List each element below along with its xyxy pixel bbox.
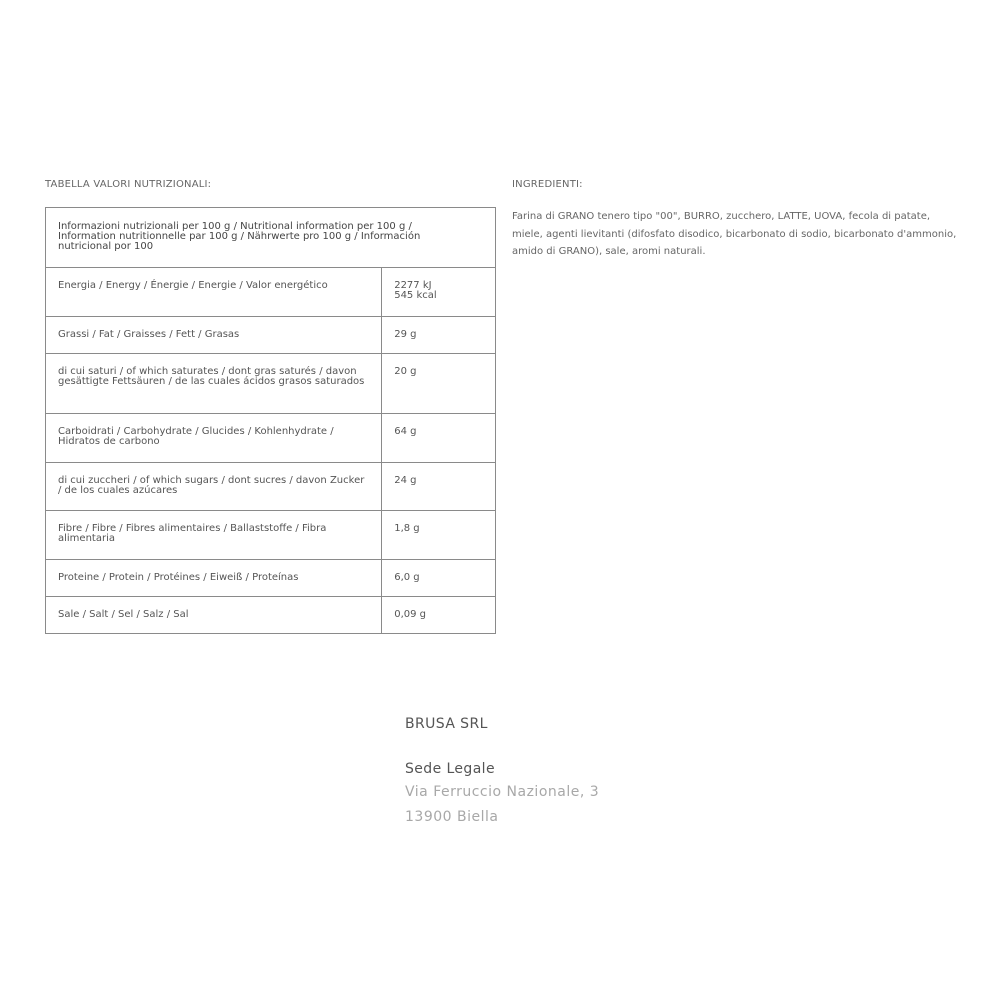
nutrient-value-energy: 2277 kJ 545 kcal xyxy=(382,268,496,317)
nutrient-label-sugars: di cui zuccheri / of which sugars / dont sucres / davon Zucker / de los cuales azúcares xyxy=(46,463,382,511)
table-row xyxy=(46,414,496,463)
nutrient-value-protein: 6,0 g xyxy=(382,560,496,597)
company-info xyxy=(405,714,599,830)
nutrient-value-fat: 29 g xyxy=(382,317,496,354)
nutrient-label-protein: Proteine / Protein / Protéines / Eiweiß / Proteínas xyxy=(46,560,382,597)
company-name: BRUSA SRL xyxy=(405,716,488,732)
nutrient-label-saturates: di cui saturi / of which saturates / dont gras saturés / davon gesättigte Fettsäuren / de las cuales ácidos grasos saturados xyxy=(46,354,382,414)
ingredients-text: Farina di GRANO tenero tipo "00", BURRO, zucchero, LATTE, UOVA, fecola di patate, miele, agenti lievitanti (difosfato disodico, bicarbonato di sodio, bicarbonato d'ammonio, amido di GRANO), sale, aromi naturali. xyxy=(512,211,957,257)
table-row xyxy=(46,560,496,597)
table-row xyxy=(46,597,496,634)
table-row xyxy=(46,511,496,560)
nutrient-label-salt: Sale / Salt / Sel / Salz / Sal xyxy=(46,597,382,634)
nutrient-label-fibre: Fibre / Fibre / Fibres alimentaires / Ballaststoffe / Fibra alimentaria xyxy=(46,511,382,560)
nutrient-value-fibre: 1,8 g xyxy=(382,511,496,560)
nutrient-value-carbohydrate: 64 g xyxy=(382,414,496,463)
registered-office-label: Sede Legale xyxy=(405,761,495,777)
table-row xyxy=(46,463,496,511)
nutrient-value-sugars: 24 g xyxy=(382,463,496,511)
table-row xyxy=(46,268,496,317)
nutrient-value-saturates: 20 g xyxy=(382,354,496,414)
nutrition-table-header: Informazioni nutrizionali per 100 g / Nutritional information per 100 g / Information nutritionnelle par 100 g / Nährwerte pro 100 g / Información nutricional por 100 xyxy=(46,208,496,268)
nutrition-table-heading: TABELLA VALORI NUTRIZIONALI: xyxy=(45,179,212,190)
nutrient-label-carbohydrate: Carboidrati / Carbohydrate / Glucides / Kohlenhydrate / Hidratos de carbono xyxy=(46,414,382,463)
address-city: 13900 Biella xyxy=(405,809,499,825)
table-row xyxy=(46,354,496,414)
nutrition-table xyxy=(45,207,496,634)
ingredients-heading: INGREDIENTI: xyxy=(512,179,583,190)
nutrition-table-header-row xyxy=(46,208,496,268)
nutrient-label-energy: Energia / Energy / Énergie / Energie / Valor energético xyxy=(46,268,382,317)
nutrient-value-salt: 0,09 g xyxy=(382,597,496,634)
table-row xyxy=(46,317,496,354)
nutrient-label-fat: Grassi / Fat / Graisses / Fett / Grasas xyxy=(46,317,382,354)
address-street: Via Ferruccio Nazionale, 3 xyxy=(405,784,600,800)
